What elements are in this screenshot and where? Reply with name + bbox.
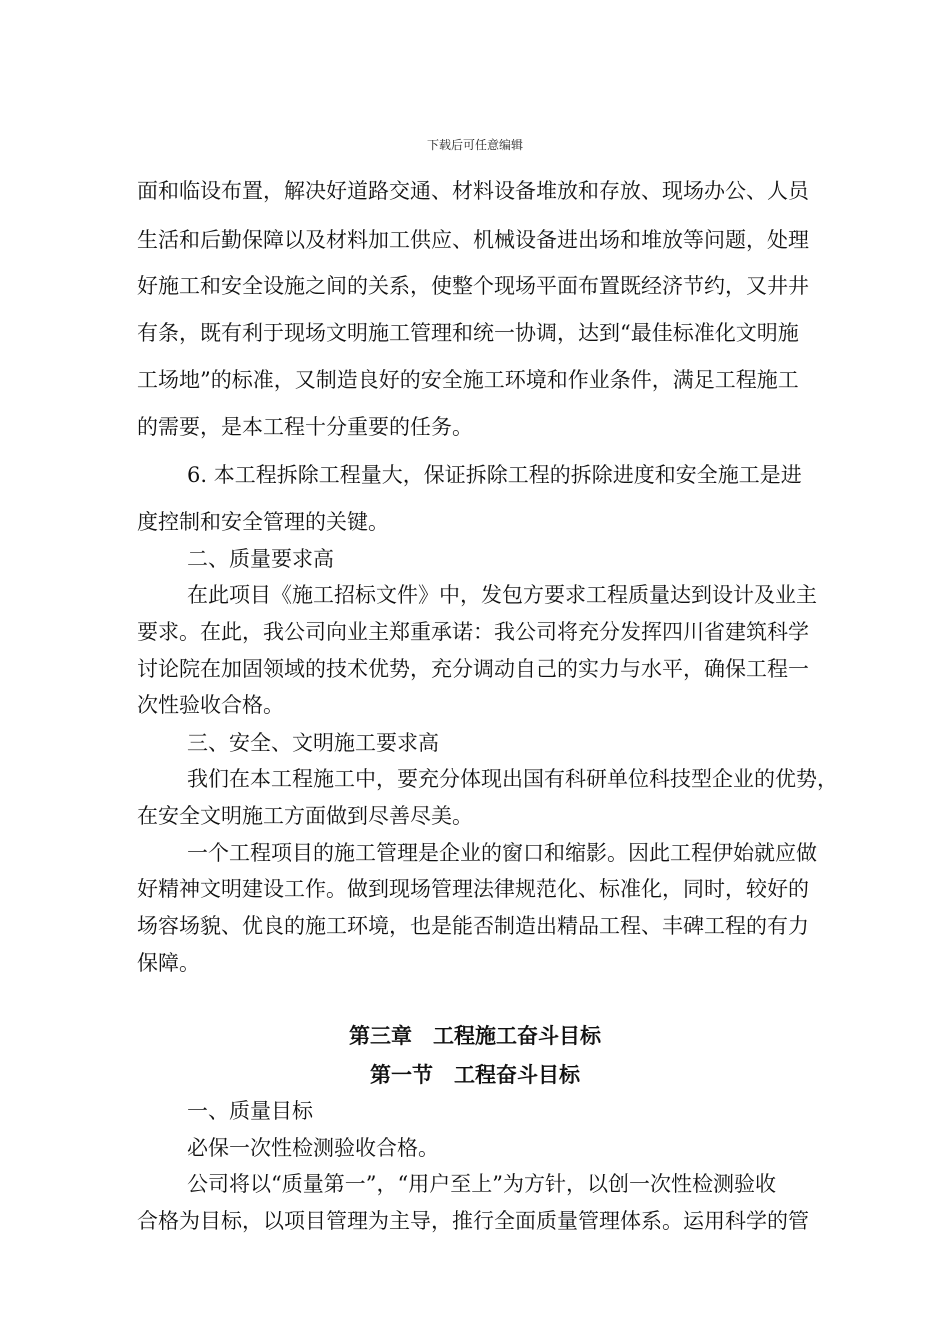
paragraph-line: 度控制和安全管理的关键。	[137, 510, 389, 534]
section-heading-safety: 三、安全、文明施工要求高	[187, 731, 439, 755]
paragraph-line: 在此项目《施工招标文件》中，发包方要求工程质量达到设计及业主	[187, 583, 817, 607]
paragraph-line: 好施工和安全设施之间的关系，使整个现场平面布置既经济节约，又井井	[137, 274, 809, 298]
paragraph-line: 有条，既有利于现场文明施工管理和统一协调，达到“最佳标准化文明施	[137, 321, 799, 345]
paragraph-line: 要求。在此，我公司向业主郑重承诺：我公司将充分发挥四川省建筑科学	[137, 620, 809, 644]
paragraph-line: 的需要，是本工程十分重要的任务。	[137, 415, 473, 439]
paragraph-line: 生活和后勤保障以及材料加工供应、机械设备进出场和堆放等问题，处理	[137, 228, 809, 252]
paragraph-line: 6. 本工程拆除工程量大，保证拆除工程的拆除进度和安全施工是进	[187, 463, 802, 487]
goal-statement: 必保一次性检测验收合格。	[187, 1136, 439, 1160]
header-note: 下载后可任意编辑	[426, 138, 523, 152]
section-title: 第一节 工程奋斗目标	[370, 1062, 580, 1087]
paragraph-line: 场容场貌、优良的施工环境，也是能否制造出精品工程、丰碑工程的有力	[137, 914, 809, 938]
paragraph-line: 我们在本工程施工中，要充分体现出国有科研单位科技型企业的优势，	[187, 767, 838, 791]
goal-heading-quality: 一、质量目标	[187, 1099, 313, 1123]
paragraph-line: 工场地”的标准，又制造良好的安全施工环境和作业条件，满足工程施工	[137, 368, 799, 392]
paragraph-line: 公司将以“质量第一”，“用户至上”为方针，以创一次性检测验收	[187, 1172, 776, 1196]
paragraph-line: 一个工程项目的施工管理是企业的窗口和缩影。因此工程伊始就应做	[187, 841, 817, 865]
paragraph-line: 合格为目标，以项目管理为主导，推行全面质量管理体系。运用科学的管	[137, 1209, 809, 1233]
paragraph-line: 面和临设布置，解决好道路交通、材料设备堆放和存放、现场办公、人员	[137, 179, 809, 203]
paragraph-line: 在安全文明施工方面做到尽善尽美。	[137, 804, 473, 828]
section-heading-quality: 二、质量要求高	[187, 547, 334, 571]
paragraph-line: 次性验收合格。	[137, 693, 284, 717]
chapter-title: 第三章 工程施工奋斗目标	[349, 1023, 601, 1048]
paragraph-line: 保障。	[137, 951, 200, 975]
paragraph-line: 好精神文明建设工作。做到现场管理法律规范化、标准化，同时，较好的	[137, 877, 809, 901]
paragraph-line: 讨论院在加固领域的技术优势，充分调动自己的实力与水平，确保工程一	[137, 657, 809, 681]
